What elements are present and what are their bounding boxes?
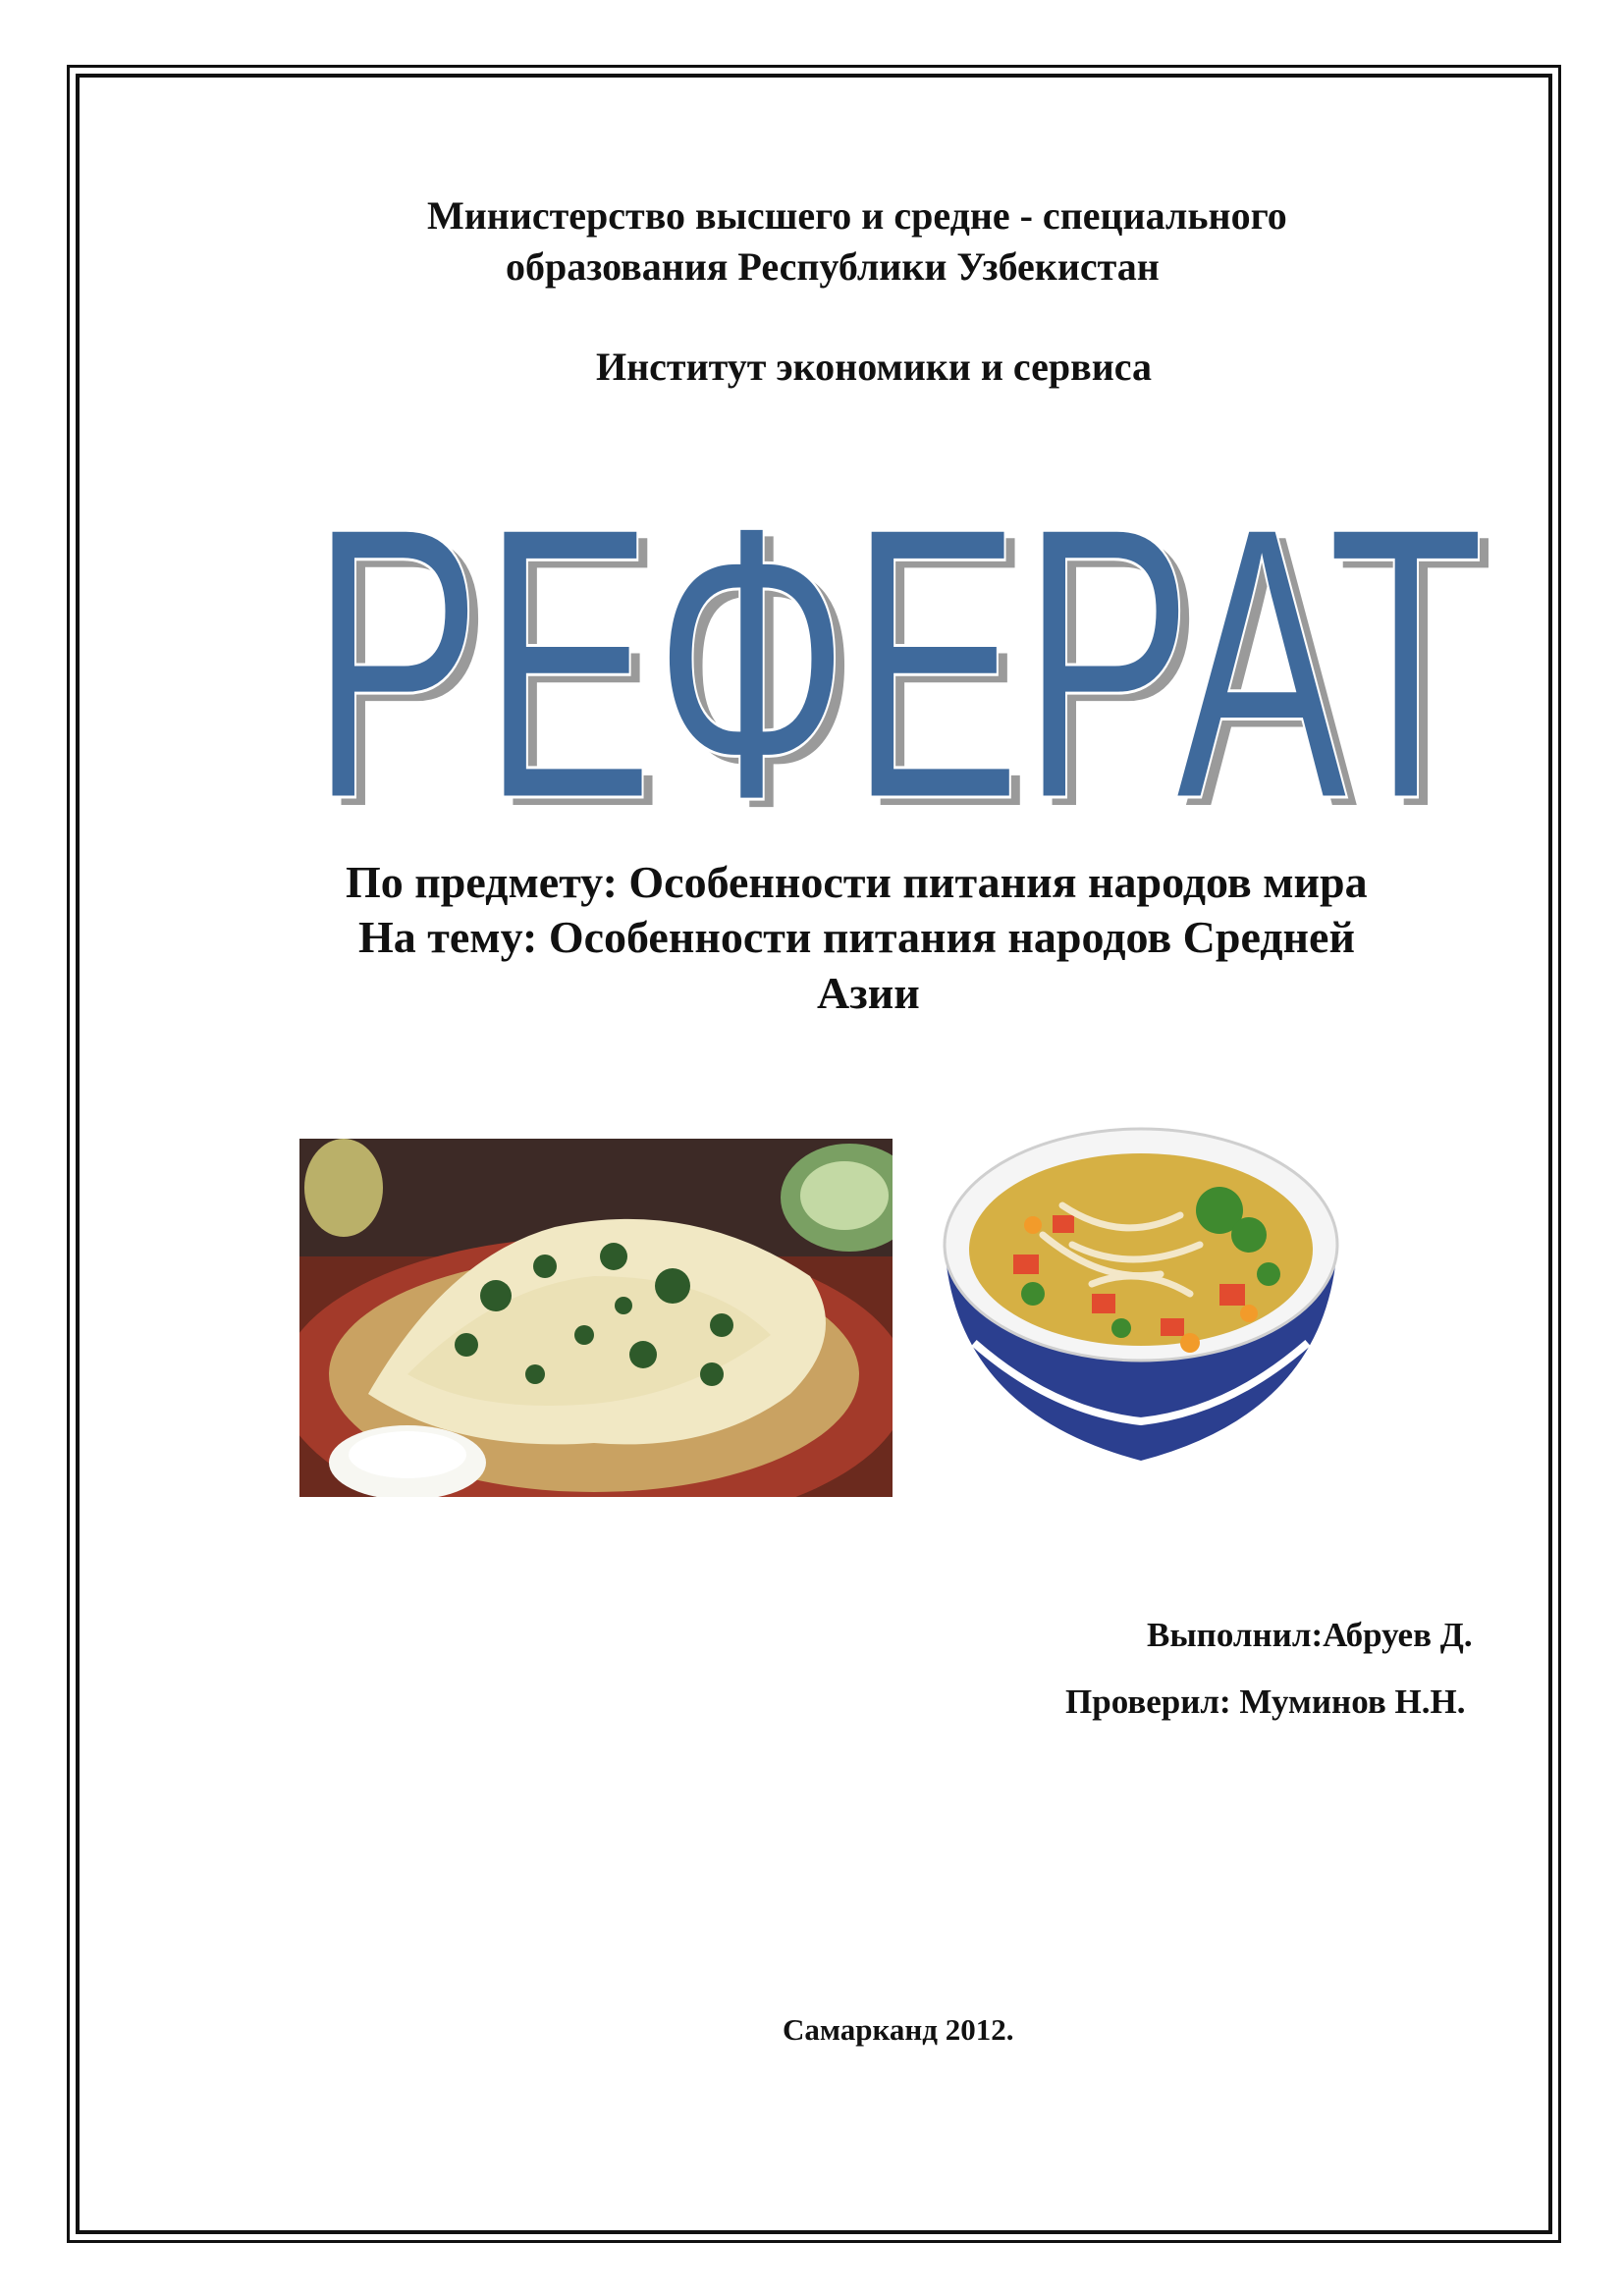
- checked-by: Проверил: Муминов Н.Н.: [1065, 1682, 1466, 1721]
- title-shadow: РЕФЕРАТ: [320, 481, 1494, 815]
- subject-line-1: По предмету: Особенности питания народов мира: [346, 857, 1368, 907]
- performed-by: Выполнил:Абруев Д.: [1147, 1616, 1473, 1654]
- ministry-line-1: Министерство высшего и средне - специального: [427, 193, 1287, 238]
- subject-line-3: Азии: [817, 968, 920, 1018]
- title-text: РЕФЕРАТ: [310, 481, 1485, 815]
- ministry-line-2: образования Республики Узбекистан: [506, 244, 1160, 289]
- dish-photo-left: [299, 1139, 893, 1497]
- title-wordart: [306, 481, 1502, 815]
- institute-name: Институт экономики и сервиса: [596, 345, 1153, 389]
- subject-line-2: На тему: Особенности питания народов Средней: [358, 912, 1355, 962]
- city-year: Самарканд 2012.: [783, 2012, 1014, 2047]
- dish-photo-right: [935, 1117, 1347, 1475]
